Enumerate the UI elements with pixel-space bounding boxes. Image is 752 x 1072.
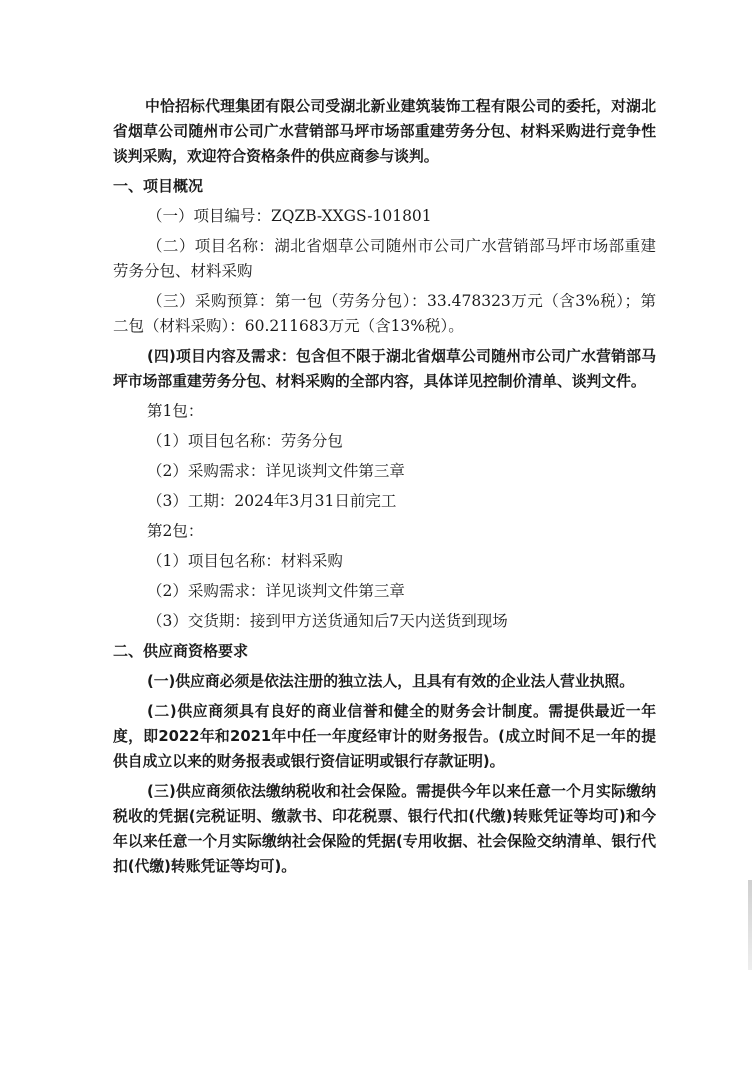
section-heading-overview: 一、项目概况: [113, 177, 204, 195]
section-heading-qualification: 二、供应商资格要求: [113, 642, 249, 660]
project-number: （一）项目编号：ZQZB-XXGS-101801: [147, 207, 432, 225]
requirement-3: (三)供应商须依法缴纳税收和社会保险。需提供今年以来任意一个月实际缴纳税收的凭据(完税证明、缴款书、印花税票、银行代扣(代缴)转账凭证等均可)和今年以来任意一个月实际缴纳社会保险的凭据(专用收据、社会保险交纳清单、银行代扣(代缴)转账凭证等均可)。: [113, 783, 656, 875]
package-2-name: （1）项目包名称：材料采购: [147, 552, 343, 570]
procurement-budget: （三）采购预算：第一包（劳务分包）：33.478323万元（含3%税）；第二包（材料采购）：60.211683万元（含13%税）。: [113, 292, 656, 335]
scan-edge-mark: [748, 880, 752, 970]
package-1-requirement: （2）采购需求：详见谈判文件第三章: [147, 462, 405, 480]
package-2-title: 第2包：: [147, 522, 204, 540]
package-1-title: 第1包：: [147, 402, 204, 420]
package-2-delivery: （3）交货期：接到甲方送货通知后7天内送货到现场: [147, 612, 508, 630]
requirement-2: (二)供应商须具有良好的商业信誉和健全的财务会计制度。需提供最近一年度，即2022年和2021年中任一年度经审计的财务报告。(成立时间不足一年的提供自成立以来的财务报表或银行资信证明或银行存款证明)。: [113, 703, 656, 770]
requirement-1: (一)供应商必须是依法注册的独立法人，且具有有效的企业法人营业执照。: [147, 673, 635, 690]
project-name: （二）项目名称：湖北省烟草公司随州市公司广水营销部马坪市场部重建劳务分包、材料采购: [113, 237, 656, 280]
project-content: (四)项目内容及需求：包含但不限于湖北省烟草公司随州市公司广水营销部马坪市场部重建劳务分包、材料采购的全部内容，具体详见控制价清单、谈判文件。: [113, 348, 656, 390]
package-1-duration: （3）工期：2024年3月31日前完工: [147, 492, 397, 510]
package-1-name: （1）项目包名称：劳务分包: [147, 432, 343, 450]
intro-paragraph: 中恰招标代理集团有限公司受湖北新业建筑装饰工程有限公司的委托，对湖北省烟草公司随州市公司广水营销部马坪市场部重建劳务分包、材料采购进行竞争性谈判采购，欢迎符合资格条件的供应商参与谈判。: [113, 98, 656, 165]
package-2-requirement: （2）采购需求：详见谈判文件第三章: [147, 582, 405, 600]
